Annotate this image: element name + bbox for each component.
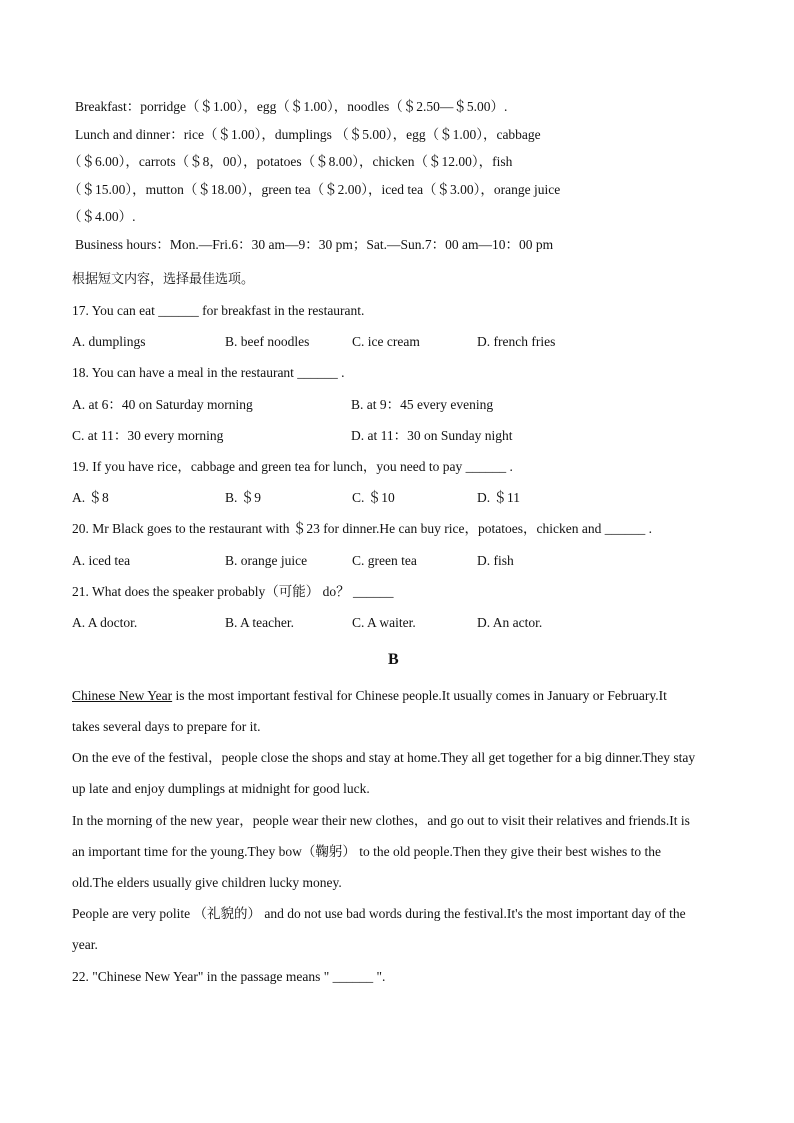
menu-lunch-line-2: （＄6.00），carrots（＄8，00），potatoes（＄8.00），chicken（＄12.00），fish: [68, 154, 513, 169]
underlined-term: Chinese New Year: [72, 688, 173, 703]
option-c[interactable]: C. ＄10: [352, 490, 395, 505]
option-a[interactable]: A. at 6：40 on Saturday morning: [72, 397, 253, 412]
option-b[interactable]: B. at 9：45 every evening: [351, 397, 494, 412]
paragraph-4-line-2: year.: [72, 937, 98, 952]
question-22-stem: 22. "Chinese New Year" in the passage means " ______ ".: [72, 969, 386, 984]
paragraph-2-line-1: On the eve of the festival，people close the shops and stay at home.They all get together for a big dinner.They stay: [72, 750, 696, 765]
option-c[interactable]: C. A waiter.: [352, 615, 416, 630]
option-d[interactable]: D. at 11：30 on Sunday night: [351, 428, 513, 443]
paragraph-3-line-3: old.The elders usually give children lucky money.: [72, 875, 342, 890]
paragraph-3-line-2: an important time for the young.They bow（鞠躬） to the old people.Then they give their best wishes to the: [72, 844, 662, 859]
menu-lunch-line-4: （＄4.00）.: [68, 209, 136, 224]
option-b[interactable]: B. ＄9: [225, 490, 262, 505]
option-d[interactable]: D. ＄11: [477, 490, 520, 505]
instruction: 根据短文内容，选择最佳选项。: [72, 272, 255, 287]
option-d[interactable]: D. fish: [477, 553, 514, 568]
paragraph-text: is the most important festival for Chinese people.It usually comes in January or February.It: [172, 688, 667, 703]
option-b[interactable]: B. orange juice: [225, 553, 308, 568]
option-c[interactable]: C. green tea: [352, 553, 417, 568]
business-hours: Business hours：Mon.—Fri.6：30 am—9：30 pm；Sat.—Sun.7：00 am—10：00 pm: [75, 237, 554, 252]
option-c[interactable]: C. at 11：30 every morning: [72, 428, 224, 443]
option-d[interactable]: D. An actor.: [477, 615, 543, 630]
paragraph-1-line-2: takes several days to prepare for it.: [72, 719, 261, 734]
menu-breakfast: Breakfast：porridge（＄1.00），egg（＄1.00），noodles（＄2.50—＄5.00）.: [75, 99, 508, 114]
question-stem: 21. What does the speaker probably（可能） do？ ______: [72, 584, 394, 599]
option-a[interactable]: A. ＄8: [72, 490, 109, 505]
option-b[interactable]: B. A teacher.: [225, 615, 294, 630]
question-stem: 20. Mr Black goes to the restaurant with ＄23 for dinner.He can buy rice，potatoes，chicken and ______ .: [72, 521, 652, 536]
option-c[interactable]: C. ice cream: [352, 334, 420, 349]
menu-lunch-line-1: Lunch and dinner：rice（＄1.00），dumplings （＄5.00），egg（＄1.00），cabbage: [75, 127, 541, 142]
paragraph-2-line-2: up late and enjoy dumplings at midnight for good luck.: [72, 781, 370, 796]
question-stem: 17. You can eat ______ for breakfast in the restaurant.: [72, 303, 365, 318]
paragraph-3-line-1: In the morning of the new year，people wear their new clothes，and go out to visit their relatives and friends.It is: [72, 813, 690, 828]
option-d[interactable]: D. french fries: [477, 334, 556, 349]
option-a[interactable]: A. iced tea: [72, 553, 131, 568]
menu-lunch-line-3: （＄15.00），mutton（＄18.00），green tea（＄2.00），iced tea（＄3.00），orange juice: [68, 182, 561, 197]
option-a[interactable]: A. dumplings: [72, 334, 146, 349]
option-a[interactable]: A. A doctor.: [72, 615, 138, 630]
section-title: B: [388, 651, 399, 668]
paragraph-1-line-1: [72, 687, 667, 705]
option-b[interactable]: B. beef noodles: [225, 334, 310, 349]
question-stem: 19. If you have rice，cabbage and green tea for lunch，you need to pay ______ .: [72, 459, 513, 474]
paragraph-4-line-1: People are very polite （礼貌的） and do not use bad words during the festival.It's the most important day of the: [72, 906, 686, 921]
question-stem: 18. You can have a meal in the restaurant ______ .: [72, 365, 345, 380]
